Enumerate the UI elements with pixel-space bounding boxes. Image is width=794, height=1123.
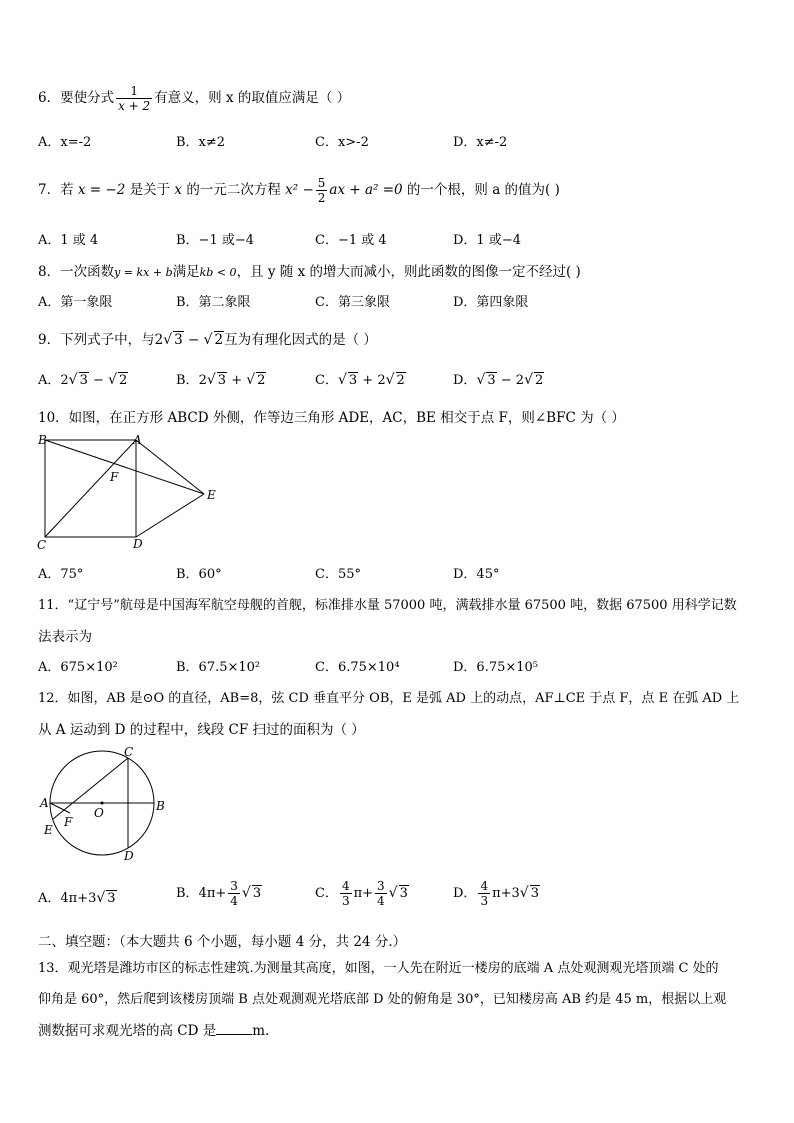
q13-stem-line1: 13．观光塔是潍坊市区的标志性建筑.为测量其高度，如图，一人先在附近一楼房的底端 A 点处观测观光塔顶端 C 处的 — [38, 961, 719, 976]
center-point — [101, 802, 104, 805]
diagonal-ac — [45, 440, 136, 537]
q12-option-a[interactable]: A．4π+3√ 3 — [38, 890, 116, 906]
q12-stem-line1: 12．如图，AB 是⊙O 的直径，AB=8，弦 CD 垂直平分 OB，E 是弧 AD 上的动点，AF⊥CE 于点 F，点 E 在弧 AD 上 — [38, 691, 740, 706]
label-f: F — [64, 815, 73, 829]
label-b: B — [38, 433, 47, 447]
label-c: C — [37, 538, 47, 552]
label-e: E — [44, 823, 53, 837]
q10-option-c[interactable]: C．55° — [315, 567, 361, 582]
q13-stem-line3: 测数据可求观光塔的高 CD 是 m. — [38, 1023, 270, 1039]
q6-option-b[interactable]: B．x≠2 — [176, 135, 226, 150]
q8-option-c[interactable]: C．第三象限 — [315, 295, 390, 310]
q11-option-c[interactable]: C．6.75×10⁴ — [315, 660, 400, 675]
q12-figure-circle — [36, 744, 172, 864]
label-e: E — [207, 488, 216, 502]
q6-option-d[interactable]: D．x≠-2 — [453, 135, 508, 150]
q11-option-b[interactable]: B．67.5×10² — [176, 660, 261, 675]
q10-option-b[interactable]: B．60° — [176, 567, 222, 582]
q12-option-c[interactable]: C． $\frac{4}{3}$ π+ $\frac{3}{4}$ √ 3 — [315, 879, 408, 908]
q6-prefix: 6．要使分式 — [38, 90, 115, 106]
q7-option-a[interactable]: A．1 或 4 — [38, 233, 99, 248]
q6-stem — [38, 84, 350, 113]
q13-answer-blank[interactable] — [216, 1022, 252, 1035]
q7-equation: x² − — [285, 182, 314, 198]
q8-stem: 8．一次函数y = kx + b满足kb < 0，且 y 随 x 的增大而减小，则此函数的图像一定不经过( ) — [38, 264, 581, 280]
q7-option-c[interactable]: C．−1 或 4 — [315, 233, 387, 248]
q12-option-b[interactable]: B．4π+ $\frac{3}{4}$ √ 3 — [176, 879, 262, 908]
q10-figure-square — [30, 428, 230, 554]
q11-stem-line2: 法表示为 — [38, 629, 92, 645]
q9-stem: 9．下列式子中，与2√ 3 − √ 2互为有理化因式的是（ ） — [38, 332, 377, 348]
q8-option-a[interactable]: A．第一象限 — [38, 295, 113, 310]
q9-option-a[interactable]: A．2√ 3 − √ 2 — [38, 372, 128, 388]
q8-condition: kb < 0 — [199, 266, 237, 279]
q7-option-d[interactable]: D．1 或−4 — [453, 233, 521, 248]
section-title-fill-in: 二、填空题：（本大题共 6 个小题，每小题 4 分，共 24 分.） — [38, 934, 407, 950]
q10-option-d[interactable]: D．45° — [453, 567, 500, 582]
label-f: F — [110, 470, 119, 484]
q7-fraction: $\frac{5}{2}$ — [317, 176, 326, 205]
q6-option-a[interactable]: A．x=-2 — [38, 135, 92, 150]
q12-option-d[interactable]: D． $\frac{4}{3}$ π+3√ 3 — [453, 879, 539, 908]
q11-option-a[interactable]: A．675×10² — [38, 660, 118, 675]
q8-function: y = kx + b — [114, 266, 173, 279]
q8-option-d[interactable]: D．第四象限 — [453, 295, 529, 310]
q8-option-b[interactable]: B．第二象限 — [176, 295, 251, 310]
q10-stem: 10．如图，在正方形 ABCD 外侧，作等边三角形 ADE，AC，BE 相交于点 F，则∠BFC 为（ ） — [38, 410, 625, 426]
q9-option-c[interactable]: C．√ 3 + 2√ 2 — [315, 372, 405, 388]
label-a: A — [40, 796, 49, 810]
q11-option-d[interactable]: D．6.75×10⁵ — [453, 660, 539, 675]
q6-suffix: 有意义，则 x 的取值应满足（ ） — [154, 90, 351, 106]
q7-option-b[interactable]: B．−1 或−4 — [176, 233, 255, 248]
label-a: A — [133, 433, 142, 447]
q11-stem-line1: 11．“辽宁号”航母是中国海军航空母舰的首舰，标准排水量 57000 吨，满载排水量 67500 吨，数据 67500 用科学记数 — [38, 598, 737, 613]
label-o: O — [94, 806, 104, 820]
q6-option-c[interactable]: C．x>-2 — [315, 135, 369, 150]
q9-option-b[interactable]: B．2√ 3 + √ 2 — [176, 372, 266, 388]
q6-fraction: $\frac{1}{x + 2}$ — [118, 84, 151, 113]
label-d: D — [133, 537, 143, 551]
q10-option-a[interactable]: A．75° — [38, 567, 84, 582]
line-be — [45, 440, 204, 494]
line-de — [136, 494, 204, 537]
q7-expression: x = −2 — [77, 182, 126, 198]
q12-stem-line2: 从 A 运动到 D 的过程中，线段 CF 扫过的面积为（ ） — [38, 722, 365, 738]
label-b: B — [156, 799, 165, 813]
label-d: D — [124, 849, 134, 863]
q7-stem: 7．若 x = −2 是关于 x 的一元二次方程 x² − $\frac{5}{2}$ ax + a² =0 的一个根，则 a 的值为( ) — [38, 176, 560, 205]
line-ae — [136, 440, 204, 494]
q9-option-d[interactable]: D．√ 3 − 2√ 2 — [453, 372, 544, 388]
label-c: C — [124, 745, 134, 759]
q13-stem-line2: 仰角是 60°，然后爬到该楼房顶端 B 点处观测观光塔底部 D 处的俯角是 30°，已知楼房高 AB 约是 45 m，根据以上观 — [38, 992, 727, 1007]
